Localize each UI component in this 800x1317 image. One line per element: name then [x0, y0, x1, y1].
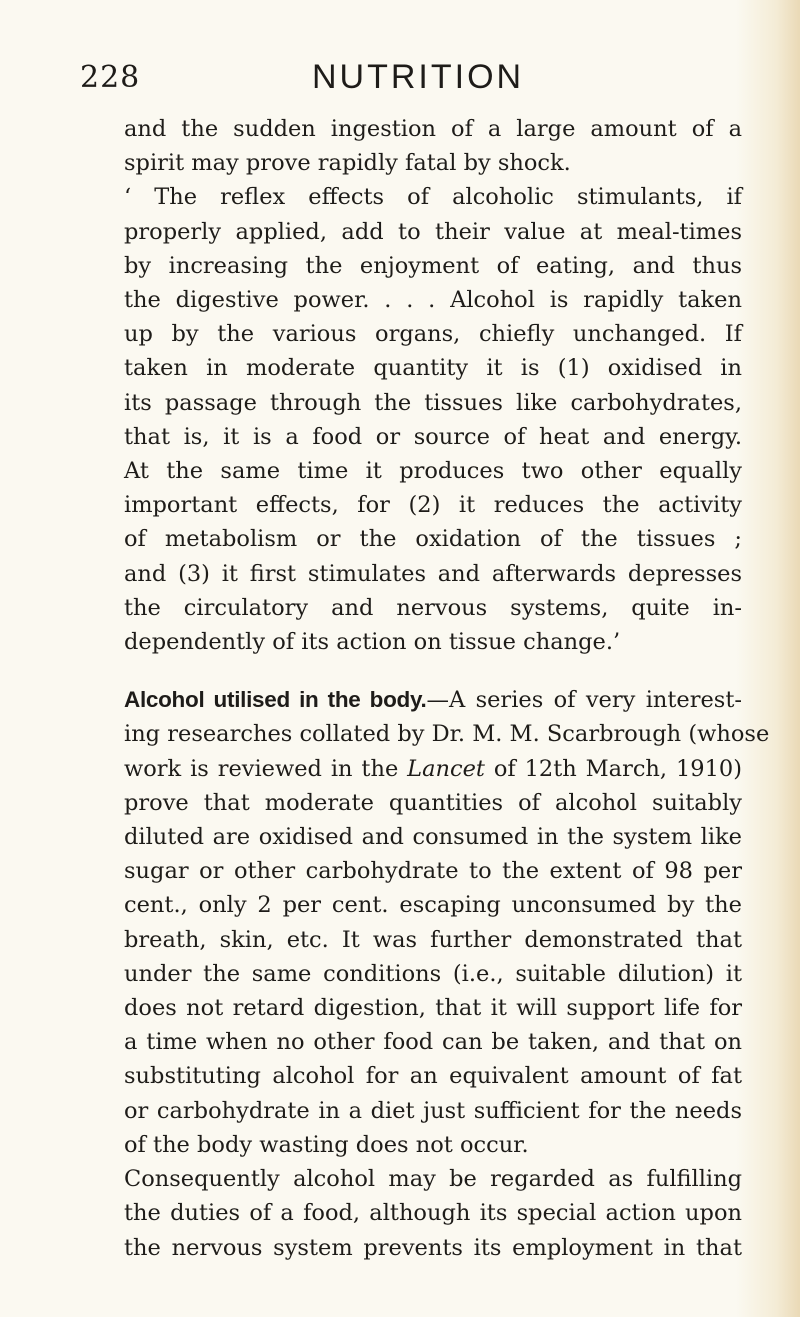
text-line: does not retard digestion, that it will support life for [124, 995, 742, 1022]
text-line: the digestive power. . . . Alcohol is rapidly taken [124, 287, 742, 314]
text-line: a time when no other food can be taken, and that on [124, 1029, 742, 1056]
section-heading: Alcohol utilised in the body. [124, 687, 427, 713]
text-line: that is, it is a food or source of heat and energy. [124, 423, 742, 450]
text-line [124, 683, 742, 717]
text-line: important effects, for (2) it reduces the activity [124, 492, 742, 519]
text-line: breath, skin, etc. It was further demonstrated that [124, 926, 742, 953]
paragraph-4 [124, 1162, 742, 1265]
page-number: 228 [80, 60, 141, 95]
running-head [80, 54, 720, 104]
text-line: of metabolism or the oxidation of the tissues ; [124, 526, 742, 553]
text-line: the circulatory and nervous systems, quite in- [124, 594, 742, 621]
running-title: NUTRITION [312, 58, 525, 96]
text-line: its passage through the tissues like carbohydrates, [124, 389, 742, 416]
text-line [124, 752, 742, 786]
body-text [124, 112, 770, 1265]
text-line: diluted are oxidised and consumed in the system like [124, 824, 742, 851]
text-line: properly applied, add to their value at meal-times [124, 218, 742, 245]
text-line: spirit may prove rapidly fatal by shock. [124, 150, 571, 177]
text-line: and (3) it first stimulates and afterwards depresses [124, 560, 742, 587]
text-line: dependently of its action on tissue change.’ [124, 629, 621, 656]
text-fragment: work is reviewed in the [124, 755, 408, 782]
text-line: ing researches collated by Dr. M. M. Scarbrough (whose [124, 721, 770, 748]
journal-title: Lancet [407, 755, 485, 782]
text-line: or carbohydrate in a diet just sufficient for the needs [124, 1097, 742, 1124]
paragraph-3 [124, 683, 770, 1162]
text-line: up by the various organs, chiefly unchanged. If [124, 321, 742, 348]
paragraph-2-quotation [124, 180, 742, 659]
text-line: sugar or other carbohydrate to the extent of 98 per [124, 858, 742, 885]
text-line: of the body wasting does not occur. [124, 1131, 529, 1158]
text-line: At the same time it produces two other equally [124, 458, 742, 485]
text-line: by increasing the enjoyment of eating, and thus [124, 252, 742, 279]
text-line: under the same conditions (i.e., suitable dilution) it [124, 960, 742, 987]
text-line: and the sudden ingestion of a large amount of a [124, 116, 742, 142]
text-line: the duties of a food, although its special action upon [124, 1200, 742, 1227]
heading-continuation: —A series of very interest- [426, 687, 742, 714]
text-fragment: of 12th March, 1910) [484, 755, 742, 782]
text-line: taken in moderate quantity it is (1) oxidised in [124, 355, 742, 382]
text-line: the nervous system prevents its employment in that [124, 1234, 742, 1261]
paragraph-1 [124, 112, 742, 180]
text-line: cent., only 2 per cent. escaping unconsumed by the [124, 892, 742, 919]
text-line: prove that moderate quantities of alcohol suitably [124, 789, 742, 816]
text-line: ‘ The reflex effects of alcoholic stimulants, if [124, 184, 742, 211]
text-line: Consequently alcohol may be regarded as fulfilling [124, 1166, 742, 1193]
paragraph-gap [124, 659, 742, 683]
text-line: substituting alcohol for an equivalent amount of fat [124, 1063, 742, 1090]
